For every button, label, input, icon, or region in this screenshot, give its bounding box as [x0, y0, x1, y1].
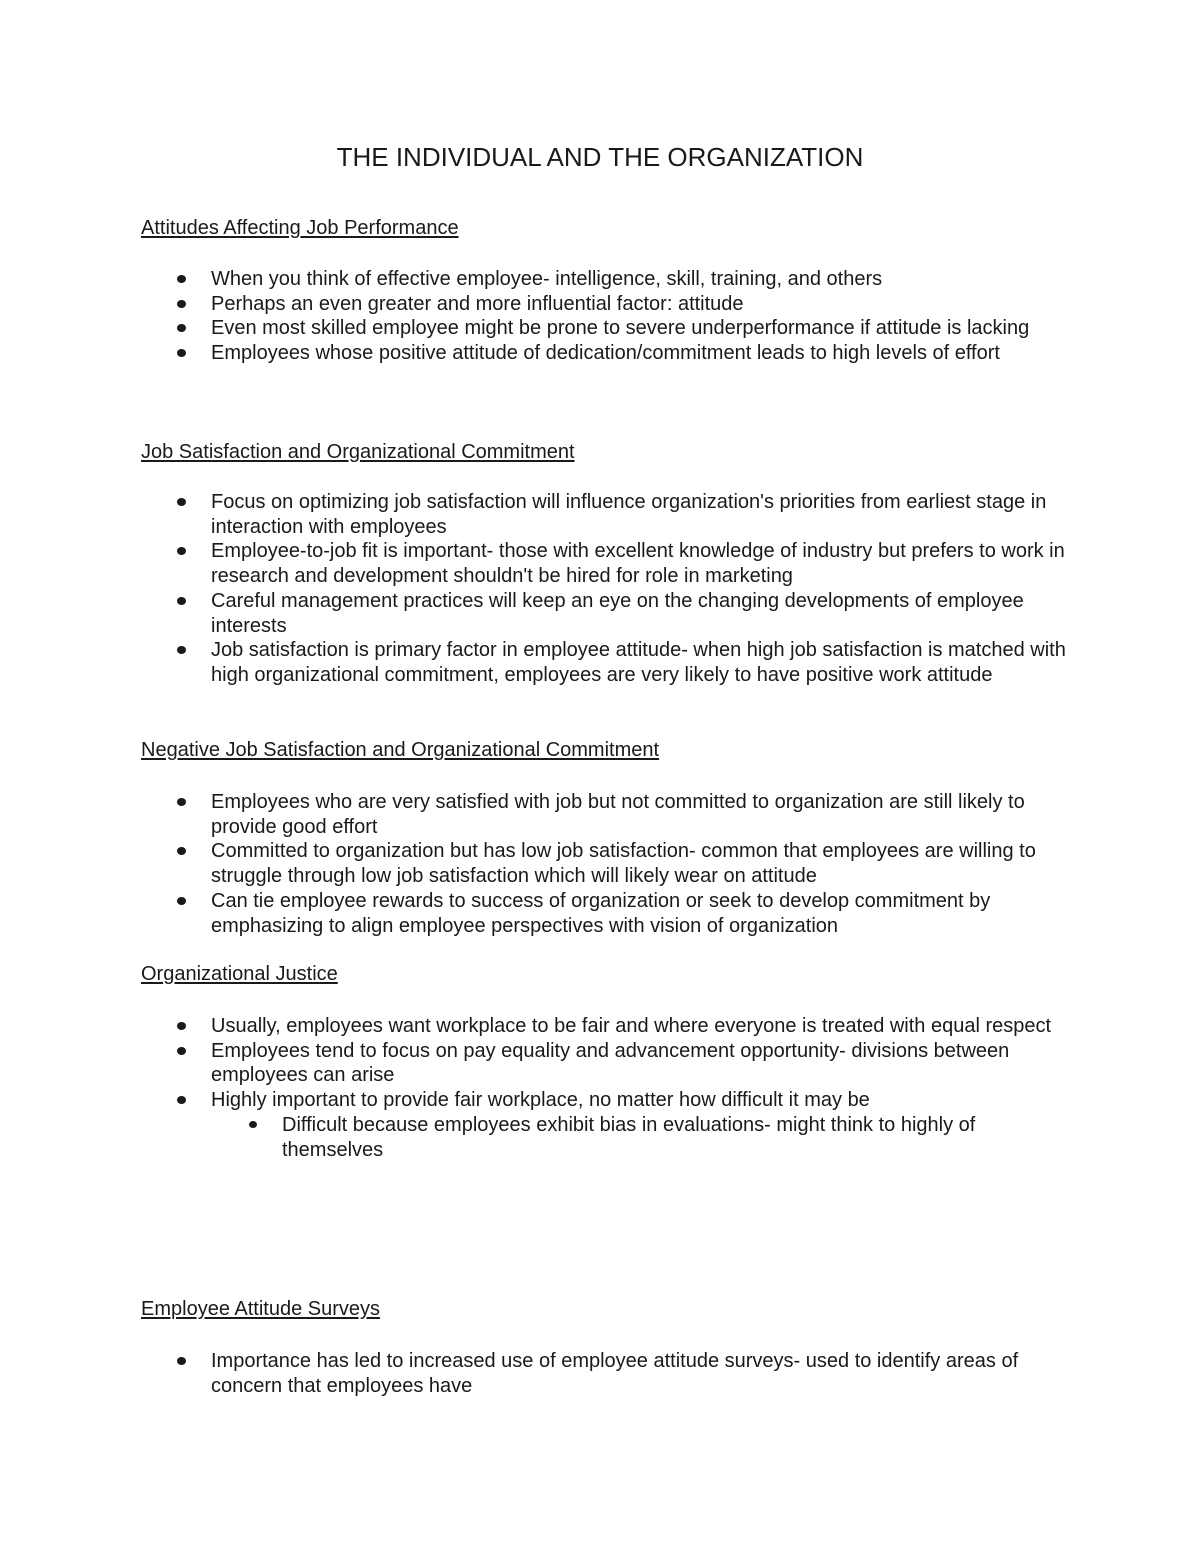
list-item [211, 341, 1071, 366]
list-item [211, 539, 1071, 588]
list-item [211, 490, 1071, 539]
list-item-text: Importance has led to increased use of employee attitude surveys- used to identify areas of concern that employees have [211, 1350, 1019, 1397]
list-item [211, 589, 1071, 638]
list-item [211, 889, 1071, 938]
bullet-list-organizational-justice [211, 1014, 1071, 1162]
list-item [211, 292, 1071, 317]
bullet-list-job-satisfaction [211, 490, 1071, 688]
sub-bullet-list [211, 1113, 1071, 1162]
bullet-dot-icon [177, 547, 186, 555]
bullet-dot-icon [177, 1096, 186, 1104]
document-title: THE INDIVIDUAL AND THE ORGANIZATION [336, 142, 864, 172]
bullet-dot-icon [177, 324, 186, 332]
list-item-text: Job satisfaction is primary factor in employee attitude- when high job satisfaction is matched with high organizational commitment, employees are very likely to have positive work attitude [211, 639, 1066, 686]
list-item-text: Focus on optimizing job satisfaction will influence organization's priorities from earliest stage in interaction with employees [211, 491, 1047, 538]
bullet-dot-icon [177, 1022, 186, 1030]
list-item-text: Even most skilled employee might be prone to severe underperformance if attitude is lacking [211, 317, 1030, 340]
list-item-text: Employee-to-job fit is important- those with excellent knowledge of industry but prefers to work in research and development shouldn't be hired for role in marketing [211, 540, 1065, 588]
list-item-text: Difficult because employees exhibit bias in evaluations- might think to highly of themselves [282, 1113, 976, 1161]
bullet-dot-icon [177, 349, 186, 357]
list-item [211, 790, 1071, 839]
list-item-text: Committed to organization but has low job satisfaction- common that employees are willing to struggle through low job satisfaction which will likely wear on attitude [211, 840, 1036, 888]
list-item-text: Employees who are very satisfied with job but not committed to organization are still likely to provide good effort [211, 791, 1025, 838]
section-heading-attitudes: Attitudes Affecting Job Performance [141, 217, 459, 239]
bullet-dot-icon [177, 597, 186, 605]
list-item [211, 1039, 1071, 1088]
bullet-list-negative-job-satisfaction [211, 790, 1071, 938]
list-item-text: Can tie employee rewards to success of organization or seek to develop commitment by emphasizing to align employee perspectives with vision of organization [211, 889, 991, 937]
bullet-list-employee-attitude-surveys [211, 1349, 1071, 1398]
list-item-text: When you think of effective employee- intelligence, skill, training, and others [211, 268, 883, 290]
section-heading-employee-attitude-surveys: Employee Attitude Surveys [141, 1298, 381, 1320]
list-item [211, 267, 1071, 292]
bullet-dot-icon [177, 300, 186, 308]
bullet-dot-icon [177, 498, 186, 506]
list-item [211, 316, 1071, 341]
bullet-list-attitudes [211, 267, 1071, 366]
bullet-dot-icon [177, 646, 186, 654]
sub-list-item [282, 1113, 1071, 1162]
bullet-dot-icon [177, 1047, 186, 1055]
list-item [211, 638, 1071, 687]
list-item-text: Usually, employees want workplace to be fair and where everyone is treated with equal respect [211, 1015, 1052, 1037]
list-item-text: Employees tend to focus on pay equality and advancement opportunity- divisions between employees can arise [211, 1039, 1010, 1087]
list-item [211, 1349, 1071, 1398]
list-item-text: Employees whose positive attitude of dedication/commitment leads to high levels of effort [211, 342, 1000, 365]
bullet-dot-icon [177, 847, 186, 855]
list-item-text: Perhaps an even greater and more influential factor: attitude [211, 292, 744, 315]
bullet-dot-icon [177, 897, 186, 905]
list-item [211, 1014, 1071, 1039]
section-heading-organizational-justice: Organizational Justice [141, 963, 338, 985]
list-item-text: Careful management practices will keep an eye on the changing developments of employee interests [211, 589, 1024, 637]
bullet-dot-icon [177, 275, 186, 283]
bullet-dot-icon [177, 1357, 186, 1365]
list-item [211, 839, 1071, 888]
list-item [211, 1088, 1071, 1162]
bullet-dot-icon [177, 798, 186, 806]
section-heading-job-satisfaction: Job Satisfaction and Organizational Commitment [141, 441, 575, 463]
section-heading-negative-job-satisfaction: Negative Job Satisfaction and Organizational Commitment [141, 739, 660, 761]
list-item-text: Highly important to provide fair workplace, no matter how difficult it may be [211, 1089, 870, 1112]
bullet-dot-icon [249, 1121, 257, 1128]
